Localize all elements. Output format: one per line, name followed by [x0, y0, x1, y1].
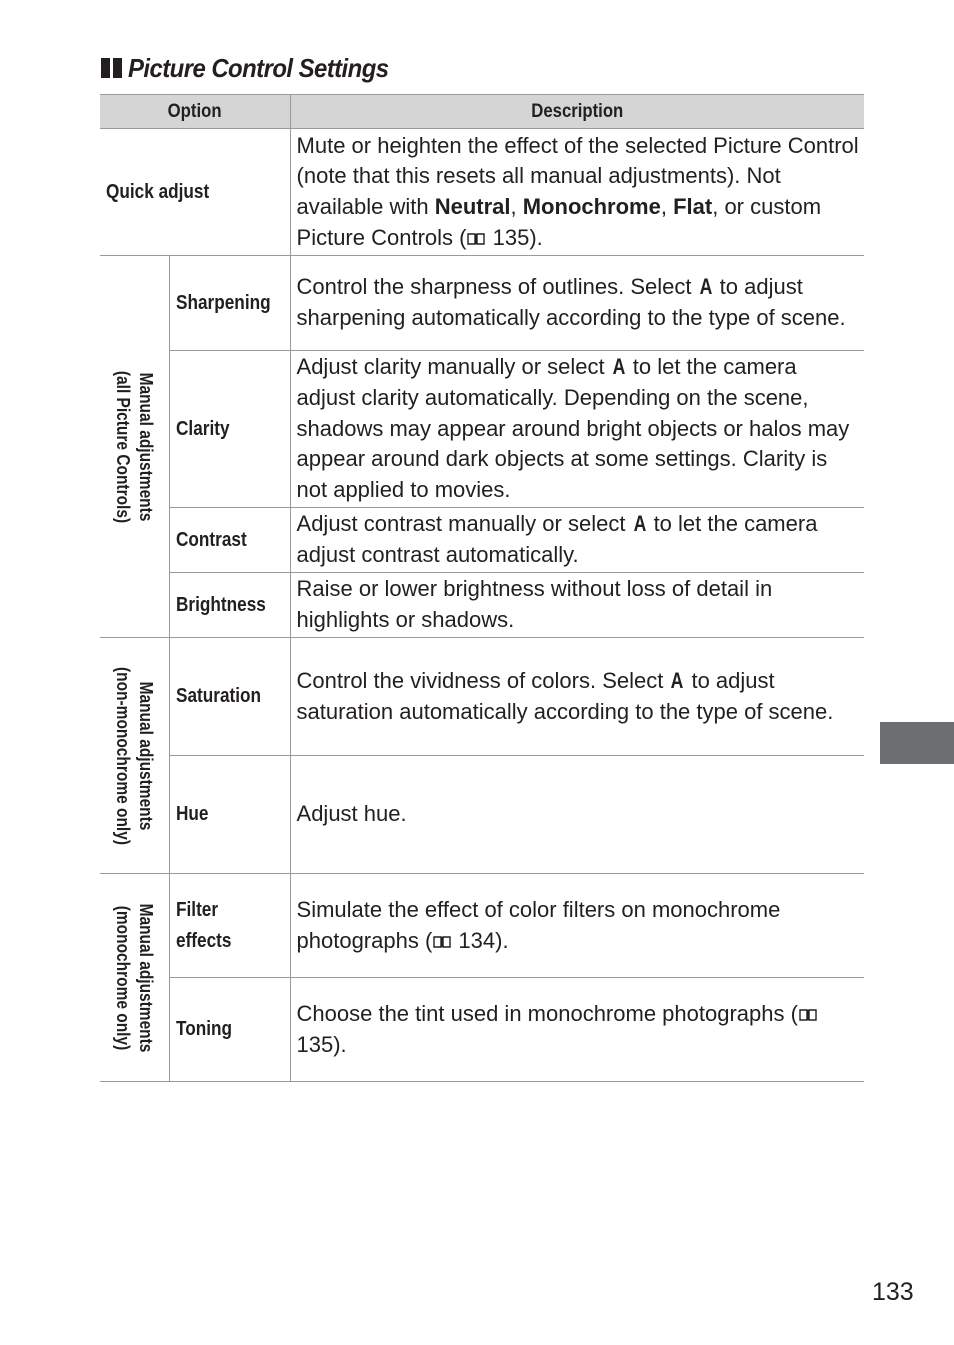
option-toning: Toning: [169, 978, 290, 1082]
chapter-side-tab: [880, 722, 954, 764]
table-row-hue: [100, 756, 864, 874]
description-saturation: Control the vividness of colors. Select A to adjust saturation automatically according to the type of scene.: [290, 638, 864, 756]
option-column-header: Option: [100, 95, 290, 129]
table-row-sharpening: [100, 256, 864, 351]
description-hue: Adjust hue.: [290, 756, 864, 874]
option-clarity: Clarity: [169, 351, 290, 508]
description-column-header: Description: [290, 95, 864, 129]
page-number: 133: [872, 1278, 914, 1306]
section-heading: [101, 48, 411, 88]
option-contrast: Contrast: [169, 508, 290, 573]
option-hue: Hue: [169, 756, 290, 874]
table-row-toning: [100, 978, 864, 1082]
auto-a-symbol: A: [699, 274, 712, 300]
table-row-saturation: [100, 638, 864, 756]
neutral-term: Neutral: [434, 194, 511, 219]
table-row-quick-adjust: [100, 129, 864, 256]
table-row-clarity: [100, 351, 864, 508]
option-saturation: Saturation: [169, 638, 290, 756]
double-square-bullet-icon: [101, 58, 122, 78]
monochrome-term: Monochrome: [522, 194, 661, 219]
picture-control-settings-table: [100, 94, 864, 1082]
group-label-non-monochrome: Manual adjustments (non-monochrome only): [100, 638, 169, 874]
book-reference-icon: [432, 935, 452, 949]
flat-term: Flat: [673, 194, 713, 219]
description-brightness: Raise or lower brightness without loss of detail in highlights or shadows.: [290, 573, 864, 638]
auto-a-symbol: A: [671, 667, 684, 693]
page-ref: 135: [296, 1031, 334, 1057]
book-reference-icon: [466, 232, 486, 246]
table-row-contrast: [100, 508, 864, 573]
description-filter-effects: Simulate the effect of color filters on monochrome photographs ( 134).: [290, 874, 864, 978]
book-reference-icon: [798, 1008, 818, 1022]
section-title: Picture Control Settings: [128, 52, 389, 83]
page-ref: 134: [458, 927, 496, 953]
table-row-brightness: [100, 573, 864, 638]
description-quick-adjust: Mute or heighten the effect of the selected Picture Control (note that this resets all manual adjustments). Not available with Neutral, Monochrome, Flat, or custom Picture Controls ( 135).: [290, 129, 864, 256]
page-ref: 135: [492, 224, 530, 250]
description-contrast: Adjust contrast manually or select A to let the camera adjust contrast automatically.: [290, 508, 864, 573]
description-sharpening: Control the sharpness of outlines. Select A to adjust sharpening automatically according to the type of scene.: [290, 256, 864, 351]
description-clarity: Adjust clarity manually or select A to let the camera adjust clarity automatically. Depending on the scene, shadows may appear around bright objects or halos may appear around dark objects at some settings. Clarity is not applied to movies.: [290, 351, 864, 508]
auto-a-symbol: A: [633, 511, 646, 537]
option-brightness: Brightness: [169, 573, 290, 638]
option-sharpening: Sharpening: [169, 256, 290, 351]
option-quick-adjust: Quick adjust: [100, 129, 290, 256]
table-row-filter-effects: [100, 874, 864, 978]
group-label-all-picture-controls: Manual adjustments (all Picture Controls): [100, 256, 169, 638]
table-header-row: [100, 95, 864, 129]
option-filter-effects: Filter effects: [169, 874, 290, 978]
description-toning: Choose the tint used in monochrome photographs ( 135).: [290, 978, 864, 1082]
group-label-monochrome: Manual adjustments (monochrome only): [100, 874, 169, 1082]
auto-a-symbol: A: [612, 354, 626, 380]
